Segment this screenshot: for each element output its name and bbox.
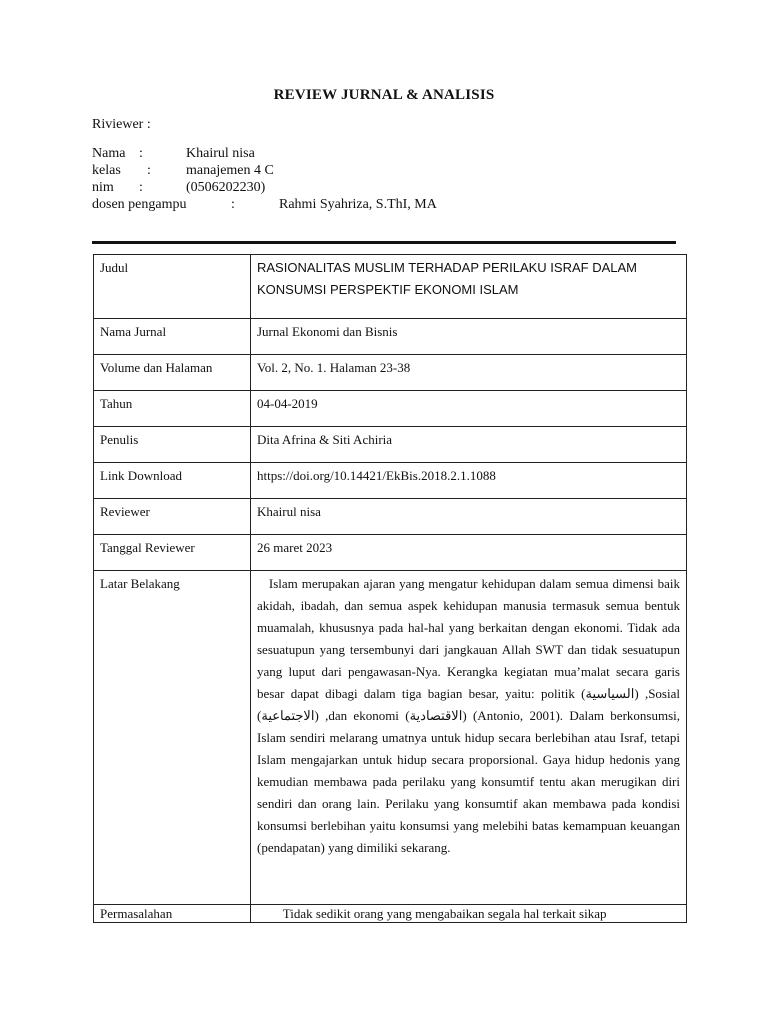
info-sep: : [231,197,235,212]
row-value: 26 maret 2023 [251,535,687,571]
row-value: Dita Afrina & Siti Achiria [251,427,687,463]
info-sep: : [147,163,151,178]
table-row-judul [94,255,687,319]
table-row-latar-belakang [94,571,687,905]
row-key: Permasalahan [94,905,251,923]
row-value: Tidak sedikit orang yang mengabaikan segala hal terkait sikap [251,905,687,923]
table-row-tahun [94,391,687,427]
row-key: Latar Belakang [94,571,251,905]
row-key: Tanggal Reviewer [94,535,251,571]
table-row-nama-jurnal [94,319,687,355]
row-key: Volume dan Halaman [94,355,251,391]
table-row-volume [94,355,687,391]
table-row-permasalahan [94,905,687,923]
doi-link[interactable]: https://doi.org/10.14421/EkBis.2018.2.1.1088 [251,463,687,499]
reviewer-label: Riviewer : [92,117,151,132]
row-key: Tahun [94,391,251,427]
table-row-penulis [94,427,687,463]
row-value: RASIONALITAS MUSLIM TERHADAP PERILAKU ISRAF DALAM KONSUMSI PERSPEKTIF EKONOMI ISLAM [251,255,687,319]
info-label: kelas [92,163,121,178]
row-key: Reviewer [94,499,251,535]
review-table [93,254,687,923]
row-key: Link Download [94,463,251,499]
info-value: Khairul nisa [186,146,255,161]
row-value: Khairul nisa [251,499,687,535]
row-key: Nama Jurnal [94,319,251,355]
row-value: Vol. 2, No. 1. Halaman 23-38 [251,355,687,391]
info-label: Nama [92,146,126,161]
row-key: Penulis [94,427,251,463]
info-label: nim [92,180,114,195]
table-row-link [94,463,687,499]
table-row-tanggal [94,535,687,571]
info-label: dosen pengampu [92,197,187,212]
info-value: manajemen 4 C [186,163,274,178]
info-sep: : [139,180,143,195]
row-key: Judul [94,255,251,319]
row-value: Jurnal Ekonomi dan Bisnis [251,319,687,355]
info-value: Rahmi Syahriza, S.ThI, MA [279,197,437,212]
info-value: (0506202230) [186,180,266,195]
row-value: 04-04-2019 [251,391,687,427]
section-divider [92,241,676,244]
document-title: REVIEW JURNAL & ANALISIS [273,87,495,103]
info-sep: : [139,146,143,161]
table-row-reviewer [94,499,687,535]
row-value: Islam merupakan ajaran yang mengatur kehidupan dalam semua dimensi baik akidah, ibadah, dan semua aspek kehidupan manusia termasuk semua bentuk muamalah, khususnya pada hal-hal yang berkaitan dengan ekonomi. Tidak ada sesuatupun yang tersembunyi dari jangkauan Allah SWT dan tidak sesuatupun yang luput dari pengawasan-Nya. Kerangka kegiatan mua’malat secara garis besar dapat dibagi dalam tiga bagian besar, yaitu: politik (السياسية) ,Sosial (الاجتماعية) ,dan ekonomi (الاقتصادية) (Antonio, 2001). Dalam berkonsumsi, Islam sendiri melarang umatnya untuk hidup secara berlebihan atau Israf, tetapi Islam mengajarkan untuk hidup secara proporsional. Gaya hidup hedonis yang kemudian membawa pada perilaku yang konsumtif tentu akan merugikan diri sendiri dan orang lain. Perilaku yang konsumtif akan membawa pada kondisi konsumsi berlebihan yaitu konsumsi yang melebihi batas kemampuan keuangan (pendapatan) yang dimiliki sekarang. [251,571,687,905]
